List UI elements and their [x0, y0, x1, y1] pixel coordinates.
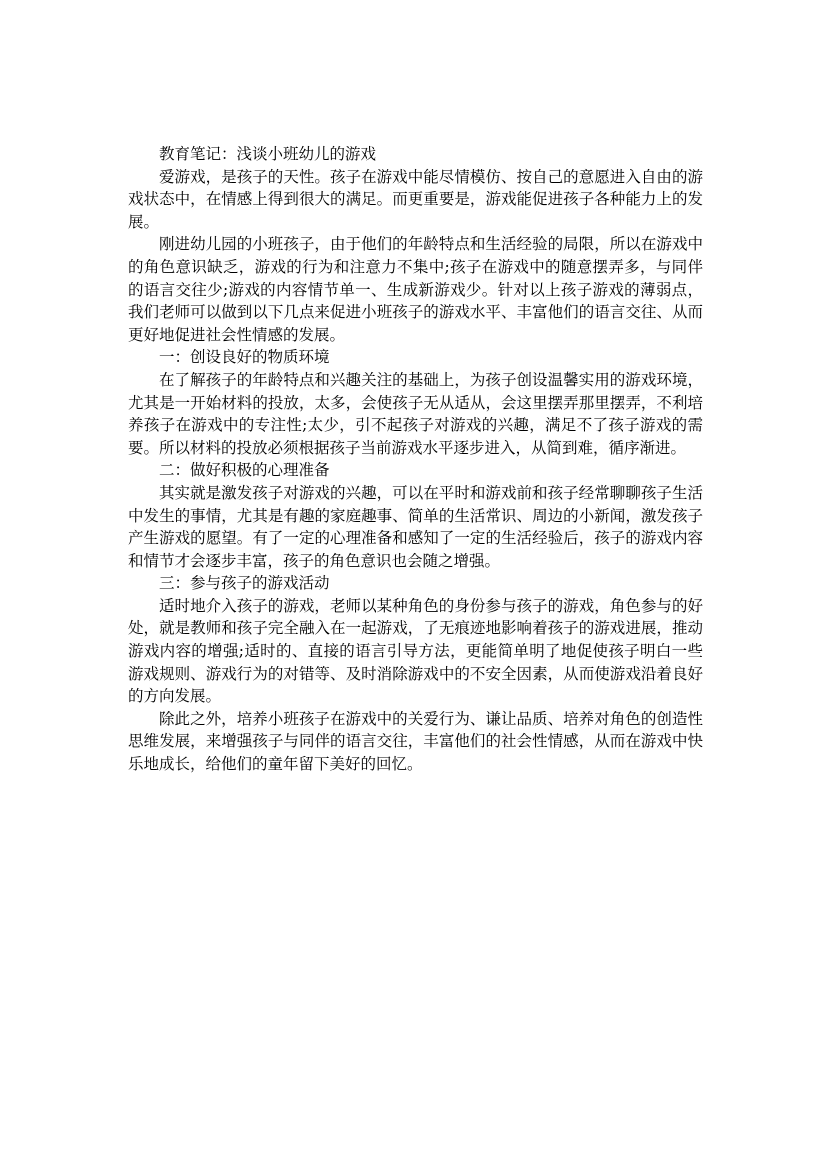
document-title: 教育笔记：浅谈小班幼儿的游戏 — [159, 145, 377, 163]
paragraph-conclusion: 除此之外，培养小班孩子在游戏中的关爱行为、谦让品质、培养对角色的创造性思维发展，来增强孩子与同伴的语言交往，丰富他们的社会性情感，从而在游戏中快乐地成长，给他们的童年留下美好的回忆。 — [128, 709, 703, 774]
section-heading-3: 三：参与孩子的游戏活动 — [159, 574, 330, 593]
document-body — [128, 143, 703, 776]
paragraph-section-1: 在了解孩子的年龄特点和兴趣关注的基础上，为孩子创设温馨实用的游戏环境，尤其是一开始材料的投放，太多，会使孩子无从适从，会这里摆弄那里摆弄，不利培养孩子在游戏中的专注性;太少，引不起孩子对游戏的兴趣，满足不了孩子游戏的需要。所以材料的投放必须根据孩子当前游戏水平逐步进入，从简到难，循序渐进。 — [128, 370, 703, 457]
paragraph-section-3: 适时地介入孩子的游戏，老师以某种角色的身份参与孩子的游戏，角色参与的好处，就是教师和孩子完全融入在一起游戏，了无痕迹地影响着孩子的游戏进展，推动游戏内容的增强;适时的、直接的语言引导方法，更能简单明了地促使孩子明白一些游戏规则、游戏行为的对错等、及时消除游戏中的不安全因素，从而使游戏沿着良好的方向发展。 — [128, 596, 703, 706]
paragraph-background: 刚进幼儿园的小班孩子，由于他们的年龄特点和生活经验的局限，所以在游戏中的角色意识缺乏，游戏的行为和注意力不集中;孩子在游戏中的随意摆弄多，与同伴的语言交往少;游戏的内容情节单一、生成新游戏少。针对以上孩子游戏的薄弱点，我们老师可以做到以下几点来促进小班孩子的游戏水平、丰富他们的语言交往、从而更好地促进社会性情感的发展。 — [128, 235, 703, 344]
paragraph-intro: 爱游戏，是孩子的天性。孩子在游戏中能尽情模仿、按自己的意愿进入自由的游戏状态中，在情感上得到很大的满足。而更重要是，游戏能促进孩子各种能力上的发展。 — [128, 167, 703, 231]
section-heading-2: 二：做好积极的心理准备 — [159, 461, 330, 480]
paragraph-section-2: 其实就是激发孩子对游戏的兴趣，可以在平时和游戏前和孩子经常聊聊孩子生活中发生的事情，尤其是有趣的家庭趣事、简单的生活常识、周边的小新闻，激发孩子产生游戏的愿望。有了一定的心理准备和感知了一定的生活经验后，孩子的游戏内容和情节才会逐步丰富，孩子的角色意识也会随之增强。 — [128, 483, 703, 570]
section-heading-1: 一：创设良好的物质环境 — [159, 348, 330, 367]
